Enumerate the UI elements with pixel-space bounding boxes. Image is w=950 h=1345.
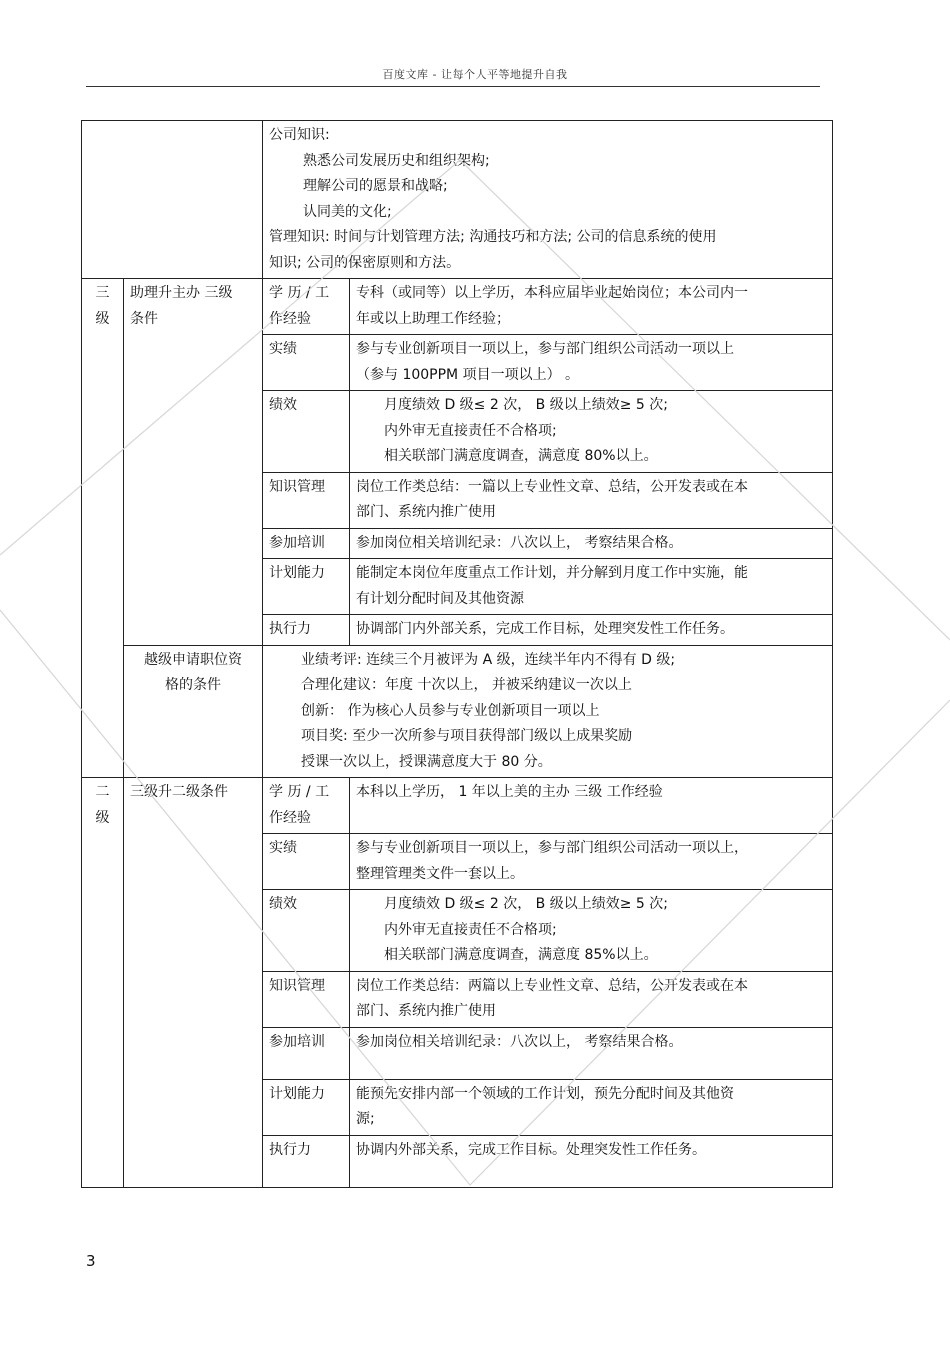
criteria-content: 协调内外部关系，完成工作目标。处理突发性工作任务。 (350, 1135, 833, 1187)
level2-label: 二 级 (82, 778, 124, 1188)
level3-label: 三 级 (82, 279, 124, 778)
level2-condition-title: 三级升二级条件 (124, 778, 263, 1188)
criteria-label: 学 历 / 工 作经验 (263, 778, 350, 834)
criteria-label: 知识管理 (263, 971, 350, 1027)
criteria-label: 学 历 / 工 作经验 (263, 279, 350, 335)
header-rule (86, 86, 820, 87)
criteria-label: 执行力 (263, 615, 350, 646)
criteria-content: 能制定本岗位年度重点工作计划，并分解到月度工作中实施，能 有计划分配时间及其他资源 (350, 559, 833, 615)
empty-cell (82, 121, 263, 279)
criteria-content: 岗位工作类总结：一篇以上专业性文章、总结，公开发表或在本 部门、系统内推广使用 (350, 472, 833, 528)
criteria-content: 月度绩效 D 级≤ 2 次， B 级以上绩效≥ 5 次; 内外审无直接责任不合格项; 相关联部门满意度调查，满意度 80%以上。 (350, 391, 833, 473)
knowledge-title: 公司知识: (269, 127, 330, 143)
level3-condition-title: 助理升主办 三级 条件 (124, 279, 263, 646)
page-number: 3 (86, 1252, 96, 1270)
criteria-content: 专科（或同等）以上学历，本科应届毕业起始岗位；本公司内一 年或以上助理工作经验； (350, 279, 833, 335)
mgmt-knowledge-line: 知识; 公司的保密原则和方法。 (269, 254, 461, 271)
criteria-label: 绩效 (263, 391, 350, 473)
mgmt-knowledge-line: 管理知识: 时间与计划管理方法; 沟通技巧和方法; 公司的信息系统的使用 (269, 229, 717, 245)
criteria-content: 参加岗位相关培训纪录：八次以上， 考察结果合格。 (350, 528, 833, 559)
criteria-label: 计划能力 (263, 559, 350, 615)
criteria-label: 参加培训 (263, 528, 350, 559)
criteria-label: 绩效 (263, 890, 350, 972)
promotion-criteria-table (81, 120, 833, 1188)
criteria-content: 参加岗位相关培训纪录：八次以上， 考察结果合格。 (350, 1027, 833, 1079)
page-header: 百度文库 - 让每个人平等地提升自我 (382, 68, 568, 81)
company-knowledge-cell (263, 121, 833, 279)
criteria-content: 月度绩效 D 级≤ 2 次， B 级以上绩效≥ 5 次; 内外审无直接责任不合格项; 相关联部门满意度调查，满意度 85%以上。 (350, 890, 833, 972)
company-knowledge-row (82, 121, 833, 279)
knowledge-item: 认同美的文化; (303, 203, 392, 220)
criteria-label: 计划能力 (263, 1079, 350, 1135)
skip-level-title: 越级申请职位资 格的条件 (124, 645, 263, 778)
knowledge-item: 熟悉公司发展历史和组织架构; (303, 152, 490, 169)
criteria-content: 参与专业创新项目一项以上，参与部门组织公司活动一项以上 （参与 100PPM 项目一项以上） 。 (350, 335, 833, 391)
criteria-label: 知识管理 (263, 472, 350, 528)
criteria-label: 实绩 (263, 335, 350, 391)
criteria-label: 执行力 (263, 1135, 350, 1187)
criteria-content: 能预先安排内部一个领域的工作计划，预先分配时间及其他资 源; (350, 1079, 833, 1135)
criteria-content: 岗位工作类总结：两篇以上专业性文章、总结，公开发表或在本 部门、系统内推广使用 (350, 971, 833, 1027)
level3-row-education (82, 279, 833, 335)
criteria-content: 本科以上学历， 1 年以上美的主办 三级 工作经验 (350, 778, 833, 834)
criteria-content: 参与专业创新项目一项以上，参与部门组织公司活动一项以上， 整理管理类文件一套以上。 (350, 834, 833, 890)
criteria-label: 实绩 (263, 834, 350, 890)
level3-row-skip (82, 645, 833, 778)
criteria-label: 参加培训 (263, 1027, 350, 1079)
knowledge-item: 理解公司的愿景和战略; (303, 178, 448, 194)
skip-level-content: 业绩考评: 连续三个月被评为 A 级，连续半年内不得有 D 级; 合理化建议：年度 十次以上， 并被采纳建议一次以上 创新： 作为核心人员参与专业创新项目一项以上 项目奖: 至少一次所参与项目获得部门级以上成果奖励 授课一次以上，授课满意度大于 80 分。 (263, 645, 833, 778)
level2-row-education (82, 778, 833, 834)
criteria-content: 协调部门内外部关系，完成工作目标，处理突发性工作任务。 (350, 615, 833, 646)
